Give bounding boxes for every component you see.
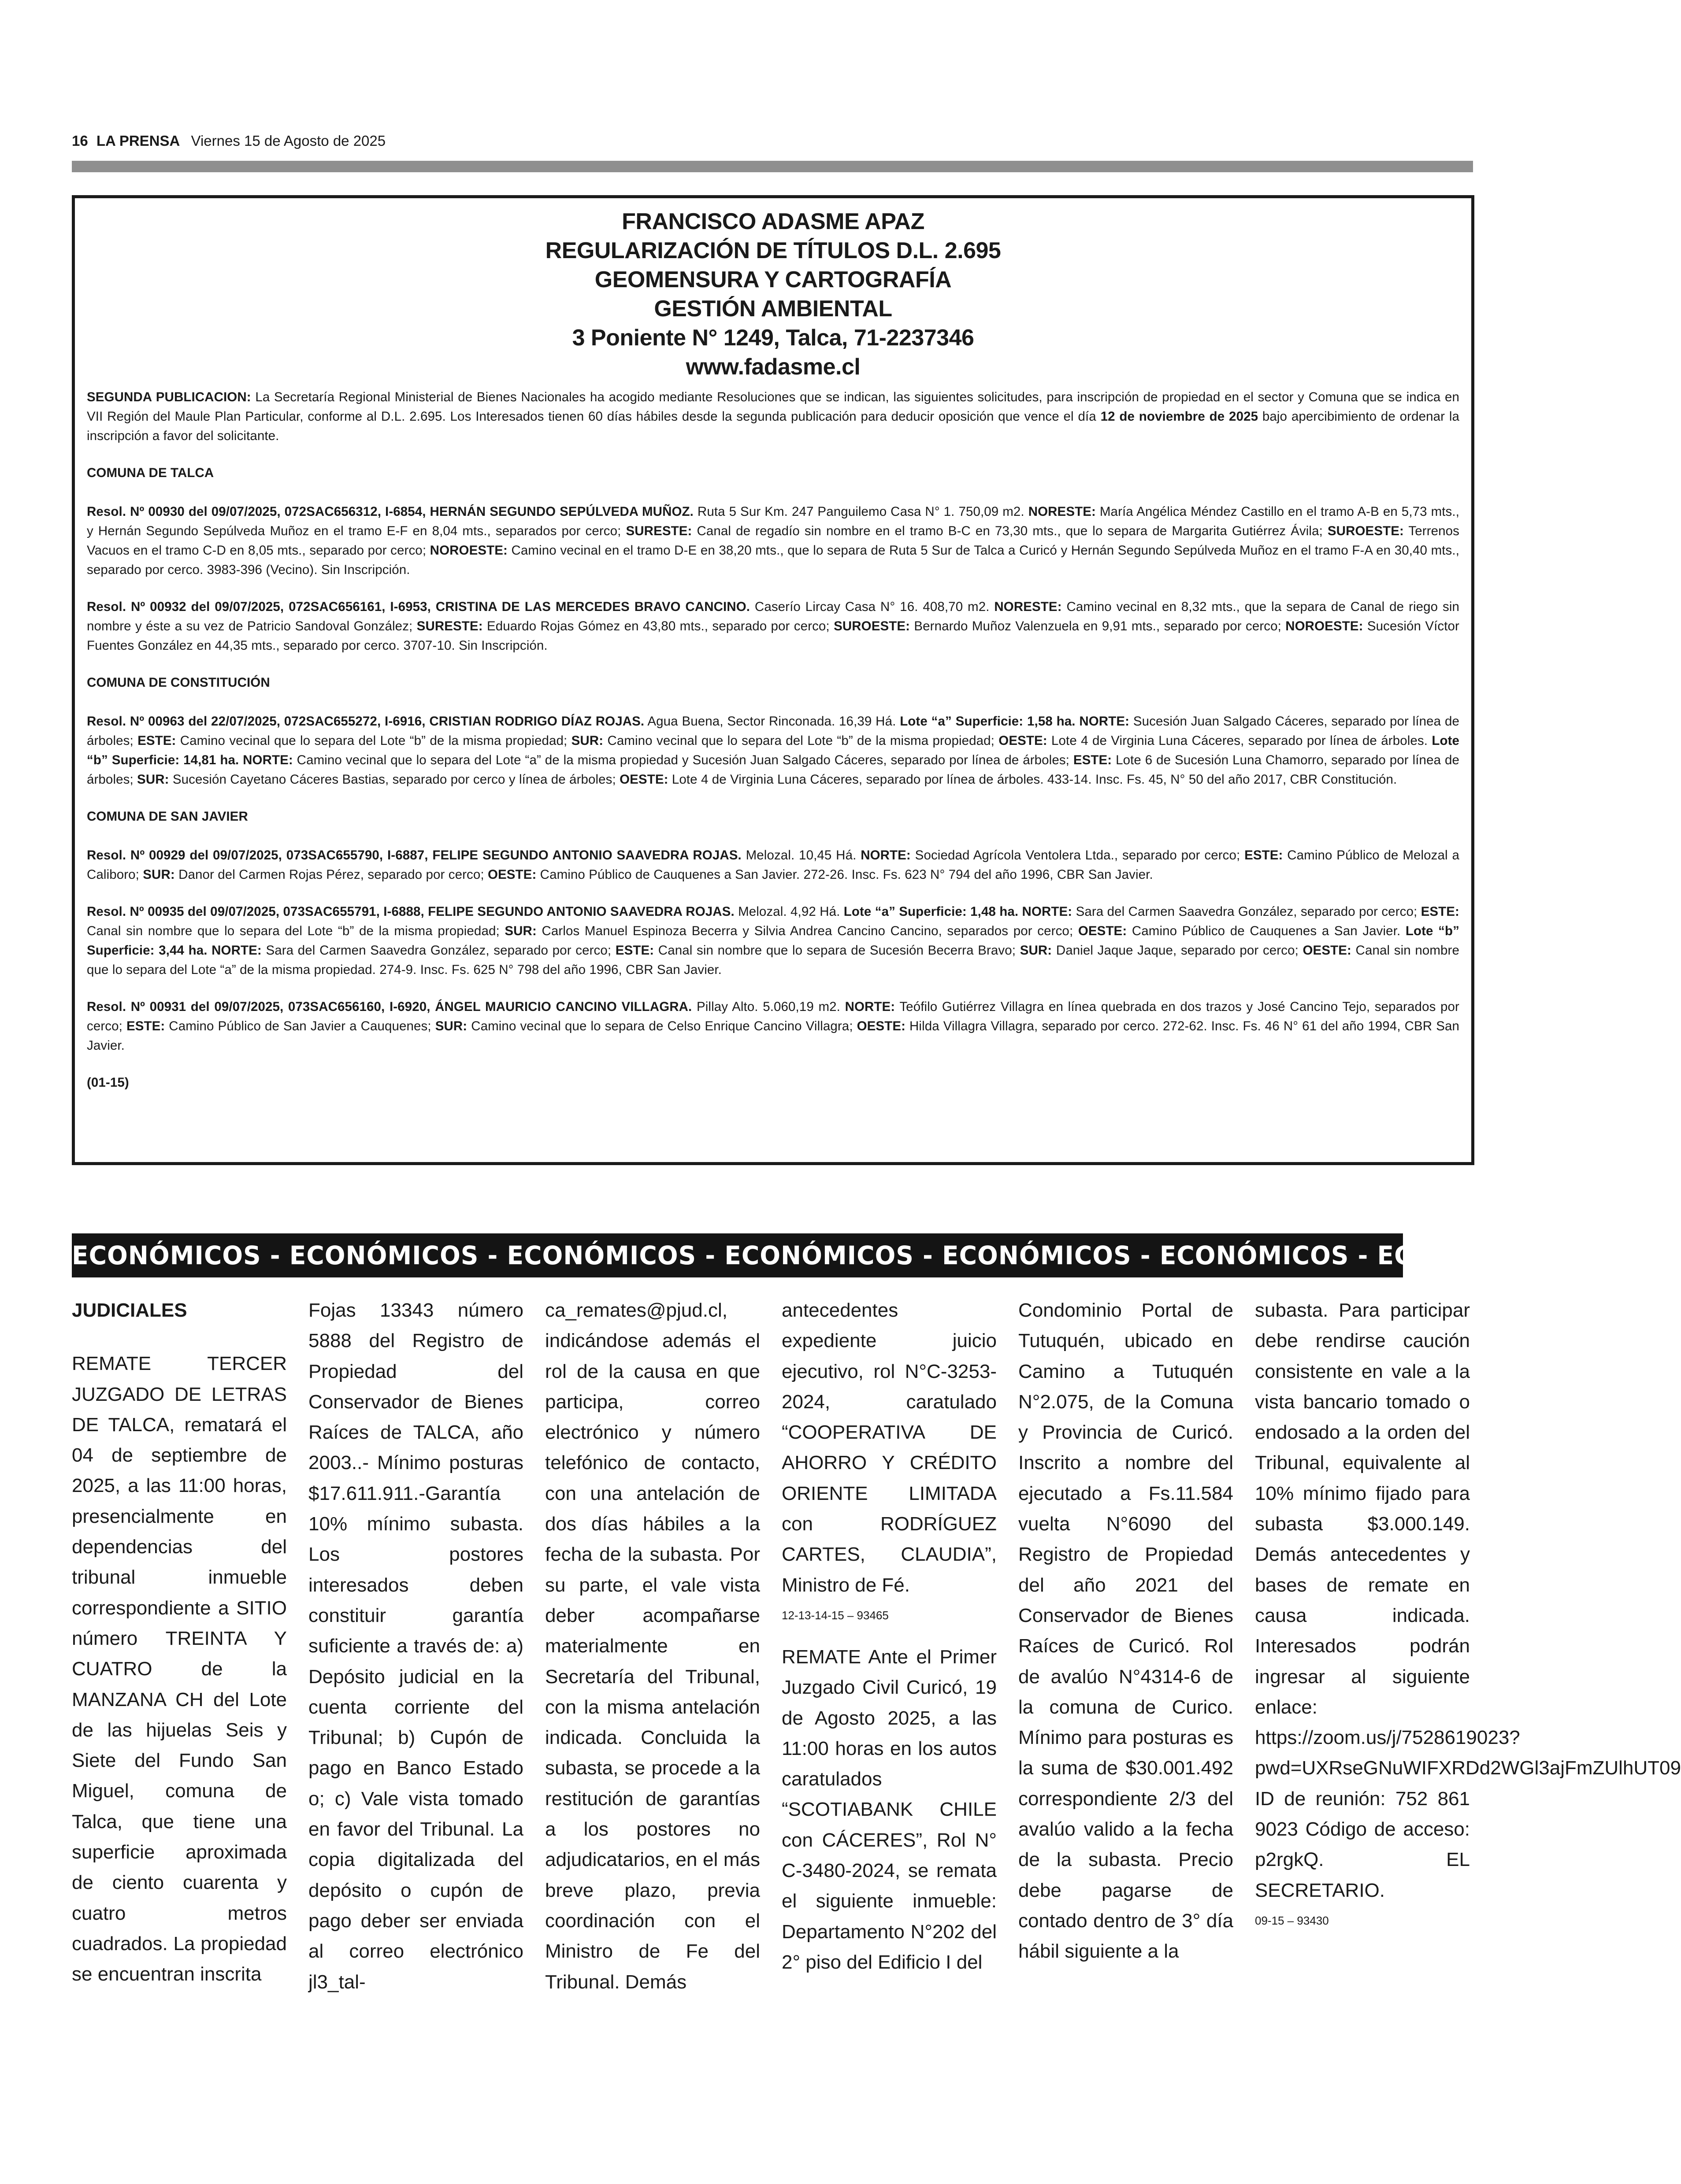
classifieds-banner: ECONÓMICOS - ECONÓMICOS - ECONÓMICOS - ECONÓMICOS - ECONÓMICOS - ECONÓMICOS - ECONÓMICOS [72, 1233, 1403, 1277]
entry-text: Canal de regadío sin nombre en el tramo B-C en 73,30 mts., que lo separa de Margarita Gutiérrez Ávila; [692, 524, 1328, 538]
entry-bold-text: SURESTE: [416, 619, 483, 633]
entry-bold-text: SUR: [435, 1019, 468, 1033]
entry-bold-text: OESTE: [487, 867, 537, 882]
notice-heading [75, 207, 1471, 381]
entry-bold-text: Resol. Nº 00931 del 09/07/2025, 073SAC656160, I-6920, ÁNGEL MAURICIO CANCINO VILLAGRA. [87, 999, 692, 1014]
section-heading: JUDICIALES [72, 1299, 187, 1321]
page-number: 16 [72, 133, 88, 149]
classified-column [782, 1295, 997, 1977]
intro-deadline: 12 de noviembre de 2025 [1100, 409, 1258, 424]
ad-text: subasta. Para participar debe rendirse caución consistente en vale a la vista bancario tomado o endosado a la orden del Tribunal, equivalente al 10% mínimo fijado para subasta $3.000.149. Demás antecedentes y bases de remate en causa indicada. Interesados podrán ingresar al siguiente enlace: https://zoom.us/j/7528619023?pwd=UXRseGNuWIFXRDd2WGl3ajFmZUlhUT09 ID de reunión: 752 861 9023 Código de acceso: p2rgkQ. EL SECRETARIO. [1255, 1299, 1681, 1901]
entry-text: Lote 4 de Virginia Luna Cáceres, separado por línea de árboles. [1047, 733, 1432, 748]
entry-text: Terrenos Vacuos en el tramo C-D en 8,05 mts., separado por cerco; [87, 524, 1459, 558]
section-title: COMUNA DE TALCA [87, 466, 214, 480]
entry-text: Camino vecinal que lo separa del Lote “b” de la misma propiedad; [176, 733, 571, 748]
entry-text: Hilda Villagra Villagra, separado por cerco. 272-62. Insc. Fs. 46 N° 61 del año 1994, CBR San Javier. [87, 1019, 1459, 1053]
publication-name: LA PRENSA [96, 133, 180, 149]
section-title: COMUNA DE CONSTITUCIÓN [87, 675, 270, 690]
entry-bold-text: Resol. Nº 00935 del 09/07/2025, 073SAC655791, I-6888, FELIPE SEGUNDO ANTONIO SAAVEDRA ROJAS. [87, 904, 735, 919]
entry-bold-text: Resol. Nº 00930 del 09/07/2025, 072SAC656312, I-6854, HERNÁN SEGUNDO SEPÚLVEDA MUÑOZ. [87, 504, 694, 519]
notice-heading-line: GEOMENSURA Y CARTOGRAFÍA [594, 267, 952, 292]
entry-text: Eduardo Rojas Gómez en 43,80 mts., separado por cerco; [482, 619, 834, 633]
entry-bold-text: SUR: [143, 867, 175, 882]
ad-text: antecedentes expediente juicio ejecutivo, rol N°C-3253-2024, caratulado “COOPERATIVA DE AHORRO Y CRÉDITO ORIENTE LIMITADA con RODRÍGUEZ CARTES, CLAUDIA”, Ministro de Fé. [782, 1299, 997, 1596]
entry-bold-text: SUR: [571, 733, 604, 748]
classified-column [1018, 1295, 1233, 1967]
entry-text: Danor del Carmen Rojas Pérez, separado por cerco; [174, 867, 488, 882]
notice-intro [87, 388, 1459, 446]
entry-bold-text: Lote “a” Superficie: 1,48 ha. NORTE: [843, 904, 1072, 919]
notice-body [87, 388, 1459, 1092]
entry-bold-text: NOROESTE: [430, 543, 508, 558]
entry-text: Sucesión Cayetano Cáceres Bastias, separado por cerco y línea de árboles; [169, 772, 620, 787]
entry-bold-text: Resol. Nº 00963 del 22/07/2025, 072SAC655272, I-6916, CRISTIAN RODRIGO DÍAZ ROJAS. [87, 714, 645, 729]
entry-text: Pillay Alto. 5.060,19 m2. [692, 999, 845, 1014]
notice-sections [87, 463, 1459, 1055]
ad-text: REMATE Ante el Primer Juzgado Civil Curicó, 19 de Agosto 2025, a las 11:00 horas en los autos caratulados “SCOTIABANK CHILE con CÁCERES”, Rol N° C-3480-2024, se remata el siguiente inmueble: Departamento N°202 del 2° piso del Edificio I del [782, 1646, 997, 1973]
resolution-entry [87, 902, 1459, 980]
entry-bold-text: OESTE: [857, 1019, 906, 1033]
entry-bold-text: ESTE: [1244, 848, 1283, 862]
entry-text: Caserío Lircay Casa N° 16. 408,70 m2. [750, 600, 994, 614]
page-header [72, 132, 1473, 150]
entry-bold-text: NORESTE: [1028, 504, 1096, 519]
ad-reference: 09-15 – 93430 [1255, 1914, 1329, 1927]
entry-bold-text: SUROESTE: [834, 619, 910, 633]
entry-text: Camino Público de San Javier a Cauquenes; [165, 1019, 435, 1033]
entry-text: Canal sin nombre que lo separa del Lote “b” de la misma propiedad; [87, 924, 505, 938]
entry-bold-text: NOROESTE: [1285, 619, 1363, 633]
entry-text: Camino vecinal que lo separa del Lote “b” de la misma propiedad; [603, 733, 999, 748]
entry-bold-text: ESTE: [126, 1019, 165, 1033]
entry-text: Sara del Carmen Saavedra González, separado por cerco; [261, 943, 616, 958]
entry-text: Ruta 5 Sur Km. 247 Panguilemo Casa N° 1. 750,09 m2. [693, 504, 1028, 519]
ad-text: Condominio Portal de Tutuquén, ubicado en Camino a Tutuquén N°2.075, de la Comuna y Provincia de Curicó. Inscrito a nombre del ejecutado a Fs.11.584 vuelta N°6090 del Registro de Propiedad del año 2021 del Conservador de Bienes Raíces de Curicó. Rol de avalúo N°4314-6 de la comuna de Curico. Mínimo para posturas es la suma de $30.001.492 correspondiente 2/3 del avalúo valido a la fecha de la subasta. Precio debe pagarse de contado dentro de 3° día hábil siguiente a la [1018, 1299, 1233, 1962]
entry-bold-text: ESTE: [1421, 904, 1459, 919]
entry-text: María Angélica Méndez Castillo en el tramo A-B en 5,73 mts., y Hernán Segundo Sepúlveda Muñoz en el tramo E-F en 8,04 mts., separados por cerco; [87, 504, 1459, 538]
notice-heading-line: REGULARIZACIÓN DE TÍTULOS D.L. 2.695 [545, 238, 1001, 263]
ad-text: REMATE TERCER JUZGADO DE LETRAS DE TALCA, rematará el 04 de septiembre de 2025, a las 11:00 horas, presencialmente en dependencias del tribunal inmueble correspondiente a SITIO número TREINTA Y CUATRO de la MANZANA CH del Lote de las hijuelas Seis y Siete del Fundo San Miguel, comuna de Talca, que tiene una superficie aproximada de ciento cuarenta y cuatro metros cuadrados. La propiedad se encuentran inscrita [72, 1353, 287, 1985]
ad-text: Fojas 13343 número 5888 del Registro de Propiedad del Conservador de Bienes Raíces de TALCA, año 2003..- Mínimo posturas $17.611.911.-Garantía 10% mínimo subasta. Los postores interesados deben constituir garantía suficiente a través de: a) Depósito judicial en la cuenta corriente del Tribunal; b) Cupón de pago en Banco Estado o; c) Vale vista tomado en favor del Tribunal. La copia digitalizada del depósito o cupón de pago deber ser enviada al correo electrónico jl3_tal- [308, 1299, 523, 1993]
entry-bold-text: OESTE: [1302, 943, 1351, 958]
entry-bold-text: OESTE: [998, 733, 1047, 748]
entry-text: Sociedad Agrícola Ventolera Ltda., separado por cerco; [910, 848, 1245, 862]
resolution-entry [87, 502, 1459, 580]
legal-notice-box [72, 195, 1474, 1165]
intro-text: bajo apercibimiento de ordenar la inscripción a favor del solicitante. [87, 409, 1459, 443]
entry-bold-text: NORTE: [861, 848, 911, 862]
entry-text: Sara del Carmen Saavedra González, separado por cerco; [1072, 904, 1421, 919]
entry-text: Sucesión Juan Salgado Cáceres, separado por línea de árboles; [87, 714, 1459, 748]
entry-text: Canal sin nombre que lo separa del Lote “a” de la misma propiedad. 274-9. Insc. Fs. 625 N° 798 del año 1996, CBR San Javier. [87, 943, 1459, 977]
entry-bold-text: ESTE: [137, 733, 176, 748]
entry-bold-text: Lote “b” Superficie: 14,81 ha. NORTE: [87, 733, 1459, 767]
resolution-entry [87, 597, 1459, 655]
entry-text: Camino vecinal que lo separa del Lote “a” de la misma propiedad y Sucesión Juan Salgado Cáceres, separado por línea de árboles; [293, 753, 1073, 767]
classified-column [72, 1295, 287, 1990]
entry-text: Camino Público de Melozal a Caliboro; [87, 848, 1459, 882]
notice-code: (01-15) [87, 1075, 129, 1090]
entry-text: Camino Público de Cauquenes a San Javier. [1127, 924, 1406, 938]
entry-text: Sucesión Víctor Fuentes González en 44,35 mts., separado por cerco. 3707-10. Sin Inscripción. [87, 619, 1459, 653]
resolution-entry [87, 846, 1459, 885]
entry-bold-text: NORTE: [845, 999, 895, 1014]
entry-bold-text: SURESTE: [626, 524, 692, 538]
entry-text: Melozal. 10,45 Há. [741, 848, 861, 862]
entry-bold-text: Resol. Nº 00932 del 09/07/2025, 072SAC656161, I-6953, CRISTINA DE LAS MERCEDES BRAVO CANCINO. [87, 600, 750, 614]
entry-bold-text: ESTE: [1073, 753, 1112, 767]
entry-text: Lote 6 de Sucesión Luna Chamorro, separado por línea de árboles; [87, 753, 1459, 787]
ad-text: ca_remates@pjud.cl, indicándose además el rol de la causa en que participa, correo electrónico y número telefónico de contacto, con una antelación de dos días hábiles a la fecha de la subasta. Por su parte, el vale vista deber acompañarse materialmente en Secretaría del Tribunal, con la misma antelación indicada. Concluida la subasta, se procede a la restitución de garantías a los postores no adjudicatarios, en el más breve plazo, previa coordinación con el Ministro de Fe del Tribunal. Demás [545, 1299, 760, 1993]
section-title: COMUNA DE SAN JAVIER [87, 809, 248, 824]
intro-text: La Secretaría Regional Ministerial de Bienes Nacionales ha acogido mediante Resoluciones que se indican, las siguientes solicitudes, para inscripción de propiedad en el sector y Comuna que se indica en VII Región del Maule Plan Particular, conforme al D.L. 2.695. Los Interesados tienen 60 días hábiles desde la segunda publicación para deducir oposición que vence el día [87, 390, 1459, 424]
entry-bold-text: ESTE: [615, 943, 654, 958]
entry-bold-text: SUR: [137, 772, 169, 787]
entry-bold-text: OESTE: [620, 772, 668, 787]
entry-bold-text: Lote “a” Superficie: 1,58 ha. NORTE: [900, 714, 1130, 729]
entry-text: Melozal. 4,92 Há. [734, 904, 844, 919]
resolution-entry [87, 712, 1459, 789]
notice-website: www.fadasme.cl [686, 354, 861, 380]
notice-heading-line: FRANCISCO ADASME APAZ [622, 209, 924, 234]
entry-bold-text: SUR: [1020, 943, 1052, 958]
resolution-entry [87, 997, 1459, 1055]
entry-text: Agua Buena, Sector Rinconada. 16,39 Há. [644, 714, 900, 729]
notice-heading-line: 3 Poniente N° 1249, Talca, 71-2237346 [572, 325, 974, 351]
entry-bold-text: NORESTE: [994, 600, 1062, 614]
entry-bold-text: SUR: [505, 924, 537, 938]
entry-text: Teófilo Gutiérrez Villagra en línea quebrada en dos trazos y José Cancino Tejo, separados por cerco; [87, 999, 1459, 1033]
publication-date: Viernes 15 de Agosto de 2025 [191, 133, 386, 149]
classified-column [308, 1295, 523, 1997]
entry-bold-text: Resol. Nº 00929 del 09/07/2025, 073SAC655790, I-6887, FELIPE SEGUNDO ANTONIO SAAVEDRA ROJAS. [87, 848, 742, 862]
entry-text: Camino vecinal en 8,32 mts., que la separa de Canal de riego sin nombre y éste a su vez de Patricio Sandoval González; [87, 600, 1459, 633]
entry-text: Bernardo Muñoz Valenzuela en 9,91 mts., separado por cerco; [910, 619, 1286, 633]
ad-reference: 12-13-14-15 – 93465 [782, 1608, 889, 1622]
header-rule [72, 161, 1473, 172]
entry-bold-text: SUROESTE: [1327, 524, 1404, 538]
entry-text: Carlos Manuel Espinoza Becerra y Silvia Andrea Cancino Cancino, separados por cerco; [536, 924, 1078, 938]
entry-text: Daniel Jaque Jaque, separado por cerco; [1052, 943, 1303, 958]
entry-text: Lote 4 de Virginia Luna Cáceres, separado por línea de árboles. 433-14. Insc. Fs. 45, N° 50 del año 2017, CBR Constitución. [668, 772, 1397, 787]
notice-heading-line: GESTIÓN AMBIENTAL [654, 296, 892, 322]
entry-bold-text: OESTE: [1078, 924, 1127, 938]
entry-text: Canal sin nombre que lo separa de Sucesión Becerra Bravo; [654, 943, 1020, 958]
intro-lead: SEGUNDA PUBLICACION: [87, 390, 251, 404]
entry-text: Camino vecinal que lo separa de Celso Enrique Cancino Villagra; [467, 1019, 857, 1033]
entry-text: Camino vecinal en el tramo D-E en 38,20 mts., que lo separa de Ruta 5 Sur de Talca a Curicó y Hernán Segundo Sepúlveda Muñoz en el tramo F-A en 30,40 mts., separado por cerco. 3983-396 (Vecino). Sin Inscripción. [87, 543, 1460, 577]
classified-column [545, 1295, 760, 1997]
entry-text: Camino Público de Cauquenes a San Javier. 272-26. Insc. Fs. 623 N° 794 del año 1996, CBR San Javier. [536, 867, 1153, 882]
classified-column [1255, 1295, 1681, 1947]
entry-bold-text: Lote “b” Superficie: 3,44 ha. NORTE: [87, 924, 1459, 958]
